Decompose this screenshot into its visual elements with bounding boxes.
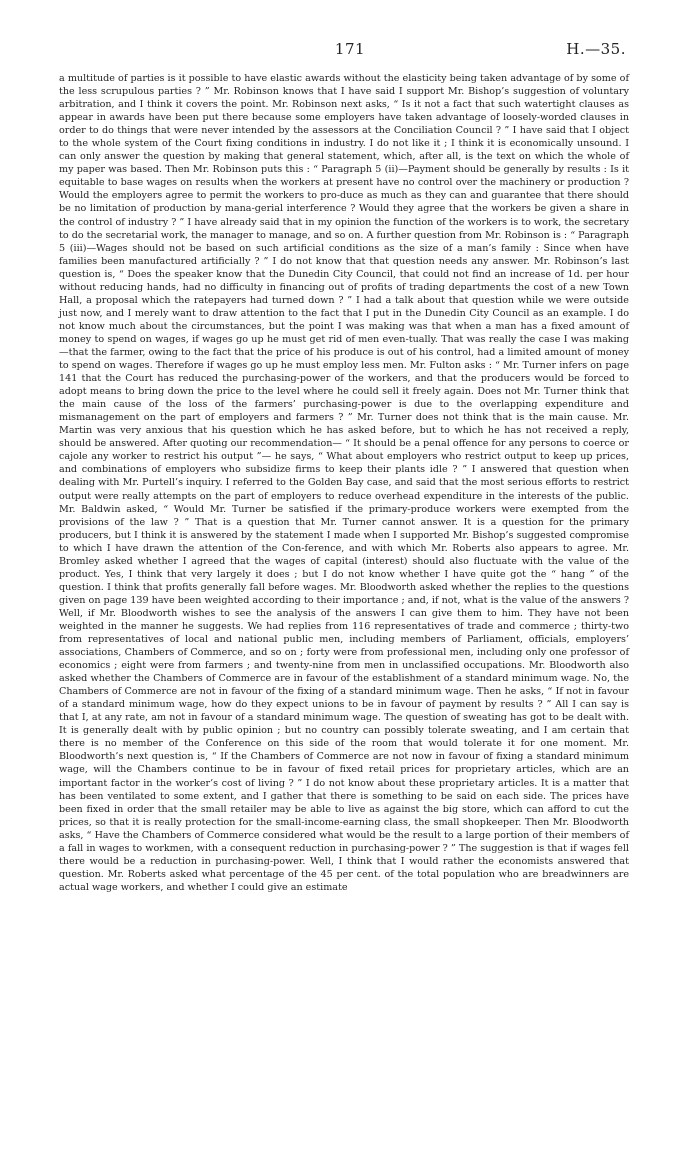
document-reference: H.—35.	[566, 40, 626, 58]
body-paragraph: a multitude of parties is it possible to have elastic awards without the elasticity being taken advantage of by some of the less scrupulous parties ? ” Mr. Robinson knows that I have said I support Mr. Bishop’s suggestion of voluntary arbitration, and I think it covers the point. Mr. Robinson next asks, “ Is it not a fact that such watertight clauses as appear in awards have been put there because some employers have taken advantage of loosely-worded clauses in order to do things that were never intended by the assessors at the Conciliation Council ? ” I have said that I object to the whole system of the Court fixing conditions in industry. I do not like it ; I think it is economically unsound. I can only answer the question by making that general statement, which, after all, is the text on which the whole of my paper was based. Then Mr. Robinson puts this : “ Paragraph 5 (ii)—Payment should be generally by results : Is it equitable to base wages on results when the workers at present have no control over the machinery or production ? Would the employers agree to permit the workers to pro-duce as much as they can and guarantee that there should be no limitation of production by mana-gerial interference ? Would they agree that the workers be given a share in the control of industry ? ” I have already said that in my opinion the function of the workers is to work, the secretary to do the secretarial work, the manager to manage, and so on. A further question from Mr. Robinson is : “ Paragraph 5 (iii)—Wages should not be based on such artificial conditions as the size of a man’s family : Since when have families been manufactured artificially ? ” I do not know that that question needs any answer. Mr. Robinson’s last question is, “ Does the speaker know that the Dunedin City Council, that could not find an increase of 1d. per hour without reducing hands, had no difficulty in financing out of profits of trading departments the cost of a new Town Hall, a proposal which the ratepayers had turned down ? ” I had a talk about that question while we were outside just now, and I merely want to draw attention to the fact that I put in the Dunedin City Council as an example. I do not know much about the circumstances, but the point I was making was that when a man has a fixed amount of money to spend on wages, if wages go up he must get rid of men even-tually. That was really the case I was making—that the farmer, owing to the fact that the price of his produce is out of his control, had a limited amount of money to spend on wages. Therefore if wages go up he must employ less men. Mr. Fulton asks : “ Mr. Turner infers on page 141 that the Court has reduced the purchasing-power of the workers, and that the producers would be forced to adopt means to bring down the price to the level where he could sell it freely again. Does not Mr. Turner think that the main cause of the loss of the farmers’ purchasing-power is due to the overlapping expenditure and mismanagement on the part of employers and farmers ? ” Mr. Turner does not think that is the main cause. Mr. Martin was very anxious that his question which he has asked before, but to which he has not received a reply, should be answered. After quoting our recommendation— “ It should be a penal offence for any persons to coerce or cajole any worker to restrict his output ”— he says, “ What about employers who restrict output to keep up prices, and combinations of employers who subsidize firms to keep their plants idle ? ” I answered that question when dealing with Mr. Purtell’s inquiry. I referred to the Golden Bay case, and said that the most serious efforts to restrict output were really attempts on the part of employers to reduce overhead expenditure in the interests of the public. Mr. Baldwin asked, “ Would Mr. Turner be satisfied if the primary-produce workers were exempted from the provisions of the law ? ” That is a question that Mr. Turner cannot answer. It is a question for the primary producers, but I think it is answered by the statement I made when I supported Mr. Bishop’s suggested compromise to which I have drawn the attention of the Con-ference, and with which Mr. Roberts also appears to agree. Mr. Bromley asked whether I agreed that the wages of capital (interest) should also fluctuate with the value of the product. Yes, I think that very largely it does ; but I do not know whether I have quite got the “ hang ” of the question. I think that profits generally fall before wages. Mr. Bloodworth asked whether the replies to the questions given on page 139 have been weighted according to their importance ; and, if not, what is the value of the answers ? Well, if Mr. Bloodworth wishes to see the analysis of the answers I can give them to him. They have not been weighted in the manner he suggests. We had replies from 116 representatives of trade and commerce ; thirty-two from representatives of local and national public men, including members of Parliament, officials, employers’ associations, Chambers of Commerce, and so on ; forty were from professional men, including only one professor of economics ; eight were from farmers ; and twenty-nine from men in unclassified occupations. Mr. Bloodworth also asked whether the Chambers of Commerce are in favour of the establishment of a standard minimum wage. No, the Chambers of Commerce are not in favour of the fixing of a standard minimum wage. Then he asks, “ If not in favour of a standard minimum wage, how do they expect unions to be in favour of payment by results ? ” All I can say is that I, at any rate, am not in favour of a standard minimum wage. The question of sweating has got to be dealt with. It is generally dealt with by public opinion ; but no country can possibly tolerate sweating, and I am certain that there is no member of the Conference on this side of the room that would tolerate it for one moment. Mr. Bloodworth’s next question is, “ If the Chambers of Commerce are not now in favour of fixing a standard minimum wage, will the Chambers continue to be in favour of fixed retail prices for proprietary articles, which are an important factor in the worker’s cost of living ? ” I do not know about these proprietary articles. It is a matter that has been ventilated to some extent, and I gather that there is something to be said on each side. The prices have been fixed in order that the small retailer may be able to live as against the big store, which can afford to cut the prices, so that it is really protection for the small-income-earning class, the small shopkeeper. Then Mr. Bloodworth asks, “ Have the Chambers of Commerce considered what would be the result to a large portion of their members of a fall in wages to workmen, with a consequent reduction in purchasing-power ? ” The suggestion is that if wages fell there would be a reduction in purchasing-power. Well, I think that I would rather the economists answered that question. Mr. Roberts asked what percentage of the 45 per cent. of the total population who are breadwinners are actual wage workers, and whether I could give an estimate	[59, 73, 629, 893]
page-number: 171	[334, 40, 366, 58]
